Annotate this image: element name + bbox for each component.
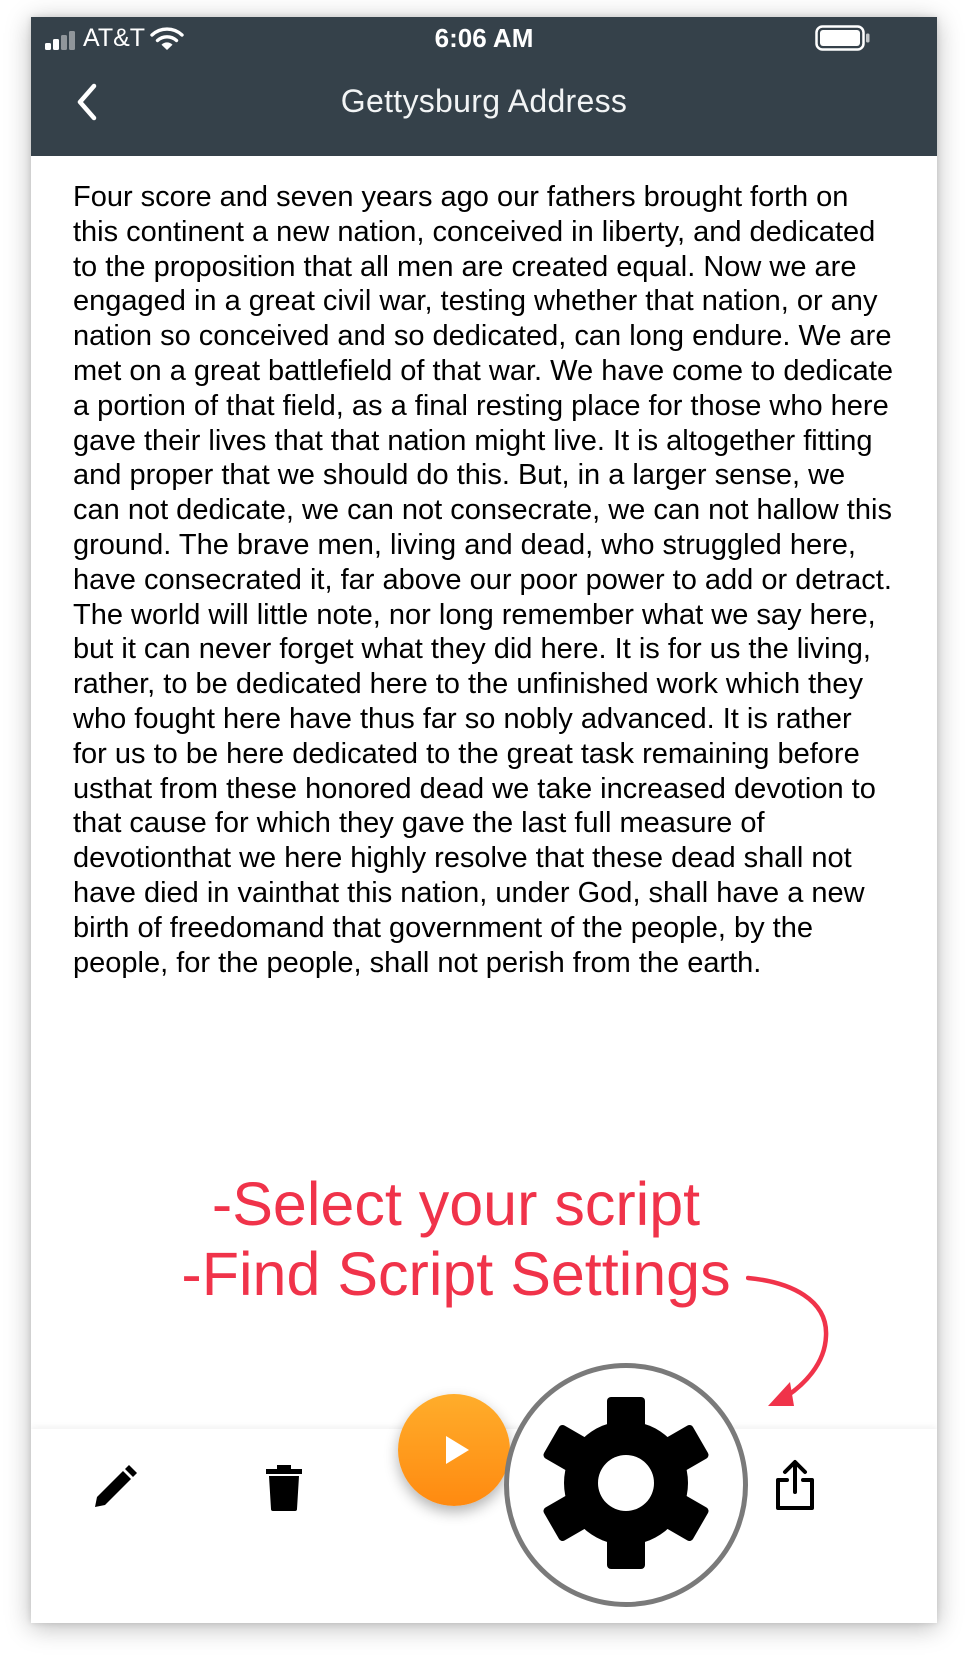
delete-button[interactable]: [264, 1465, 304, 1511]
gear-icon: [541, 1388, 711, 1578]
pencil-icon: [95, 1465, 137, 1507]
annotation-select-script: -Select your script: [211, 1170, 701, 1238]
trash-icon: [266, 1465, 302, 1511]
status-bar: [31, 17, 937, 59]
status-time: 6:06 AM: [434, 23, 534, 53]
annotation-find-settings: -Find Script Settings: [181, 1240, 731, 1308]
play-button[interactable]: [398, 1394, 510, 1506]
play-icon: [444, 1435, 470, 1465]
share-button[interactable]: [771, 1459, 819, 1511]
navigation-bar: [31, 59, 937, 156]
carrier-name: AT&T: [83, 24, 146, 52]
script-settings-button[interactable]: [504, 1363, 748, 1607]
annotation-arrow-icon: [746, 1270, 846, 1415]
app-header: [31, 17, 937, 156]
battery-icon: [815, 25, 871, 51]
share-icon: [778, 1462, 812, 1508]
phone-screen: [31, 17, 937, 1623]
script-body-text[interactable]: Four score and seven years ago our fathers brought forth on this continent a new nation, conceived in liberty, and dedicated to the proposition that all men are created equal. Now we are engaged in a great civil war, testing whether that nation, or any nation so conceived and so dedicated, can long endure. We are met on a great battlefield of that war. We have come to dedicate a portion of that field, as a final resting place for those who here gave their lives that that nation might live. It is altogether fitting and proper that we should do this. But, in a larger sense, we can not dedicate, we can not consecrate, we can not hallow this ground. The brave men, living and dead, who struggled here, have consecrated it, far above our poor power to add or detract. The world will little note, nor long remember what we say here, but it can never forget what they did here. It is for us the living, rather, to be dedicated here to the unfinished work which they who fought here have thus far so nobly advanced. It is rather for us to be here dedicated to the great task remaining before usthat from these honored dead we take increased devotion to that cause for which they gave the last full measure of devotionthat we here highly resolve that these dead shall not have died in vainthat this nation, under God, shall have a new birth of freedomand that government of the people, by the people, for the people, shall not perish from the earth.: [73, 181, 894, 979]
edit-button[interactable]: [92, 1464, 138, 1510]
page-title: Gettysburg Address: [340, 83, 628, 119]
